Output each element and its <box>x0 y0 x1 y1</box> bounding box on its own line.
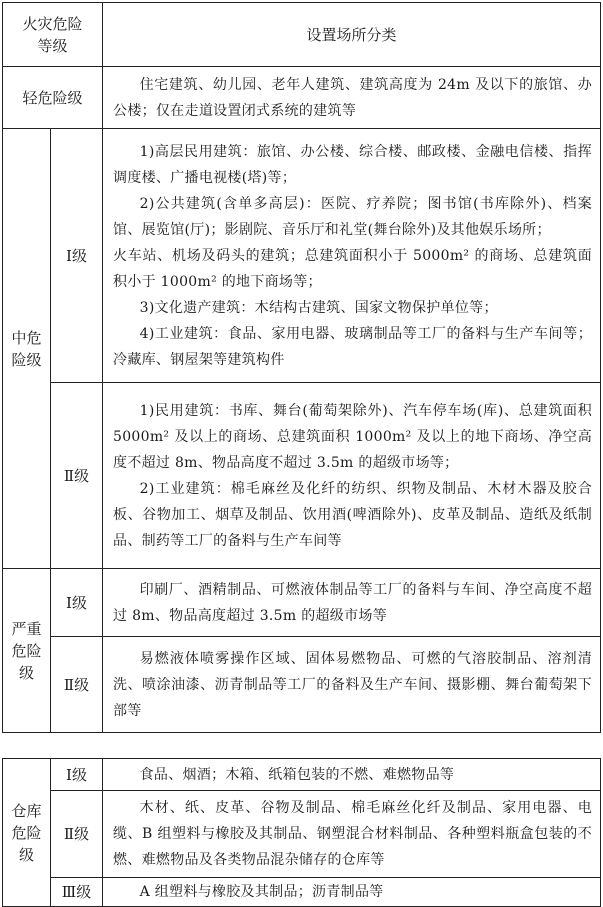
severe-grade2-desc-cell <box>103 637 601 733</box>
light-desc-cell <box>103 67 601 129</box>
medium-grade2-item: 2)工业建筑：棉毛麻丝及化纤的纺织、织物及制品、木材木器及胶合板、谷物加工、烟草及制品、饮用酒(啤酒除外)、皮革及制品、造纸及纸制品、制药等工厂的备料与生产车间等 <box>113 480 593 549</box>
header-category-cell: 设置场所分类 <box>103 3 601 67</box>
warehouse-grade3-row <box>3 878 601 907</box>
medium-grade1-item: 火车站、机场及码头的建筑；总建筑面积小于 5000m² 的商场、总建筑面积小于 1000m² 的地下商场等； <box>113 247 593 290</box>
light-level-cell: 轻危险级 <box>3 67 103 129</box>
light-hazard-row <box>3 67 601 129</box>
header-row <box>3 3 601 67</box>
medium-grade2-row <box>3 383 601 569</box>
light-desc: 住宅建筑、幼儿园、老年人建筑、建筑高度为 24m 及以下的旅馆、办公楼；仅在走道设置闭式系统的建筑等 <box>113 76 593 119</box>
severe-level-line3: 级 <box>18 663 34 682</box>
medium-level-line1: 中危 <box>11 328 42 347</box>
warehouse-grade1-row <box>3 759 601 791</box>
severe-grade1-desc-cell <box>103 569 601 637</box>
medium-grade1-row <box>3 129 601 383</box>
severe-level-cell <box>3 569 51 733</box>
medium-grade1-desc-cell <box>103 129 601 383</box>
warehouse-grade1-desc: 食品、烟酒；木箱、纸箱包装的不燃、难燃物品等 <box>139 766 455 783</box>
header-level-line1: 火灾危险 <box>22 14 83 33</box>
medium-grade1-item: 3)文化遗产建筑：木结构古建筑、国家文物保护单位等； <box>139 299 498 316</box>
warehouse-grade2-row <box>3 791 601 878</box>
severe-grade2-cell: Ⅱ级 <box>51 637 103 733</box>
warehouse-grade3-cell: Ⅲ级 <box>51 878 103 907</box>
warehouse-grade3-desc: A 组塑料与橡胶及其制品；沥青制品等 <box>139 884 384 900</box>
fire-hazard-table-main <box>2 2 601 733</box>
warehouse-grade2-desc: 木材、纸、皮革、谷物及制品、棉毛麻丝化纤及制品、家用电器、电缆、B 组塑料与橡胶及其制品、钢塑混合材料制品、各种塑料瓶盒包装的不燃、难燃物品及各类物品混杂储存的仓库等 <box>113 800 592 868</box>
medium-grade1-item: 2)公共建筑(含单多高层)：医院、疗养院；图书馆(书库除外)、档案馆、展览馆(厅)；影剧院、音乐厅和礼堂(舞台除外)及其他娱乐场所； <box>113 195 593 238</box>
medium-grade1-cell: Ⅰ级 <box>51 129 103 383</box>
severe-grade2-desc: 易燃液体喷雾操作区域、固体易燃物品、可燃的气溶胶制品、溶剂清洗、喷涂油漆、沥青制品等工厂的备料及生产车间、摄影棚、舞台葡萄架下部等 <box>113 650 593 719</box>
warehouse-level-line2: 危险 <box>11 823 42 842</box>
warehouse-level-line1: 仓库 <box>11 801 42 820</box>
warehouse-level-line3: 级 <box>18 845 34 864</box>
fire-hazard-table-warehouse <box>2 758 601 907</box>
medium-grade1-item: 1)高层民用建筑：旅馆、办公楼、综合楼、邮政楼、金融电信楼、指挥调度楼、广播电视楼(塔)等； <box>113 143 593 186</box>
header-level-line2: 等级 <box>37 36 68 55</box>
severe-grade1-cell: Ⅰ级 <box>51 569 103 637</box>
severe-level-line2: 危险 <box>11 641 42 660</box>
warehouse-grade1-desc-cell <box>103 759 601 791</box>
header-level-cell <box>3 3 103 67</box>
warehouse-grade3-desc-cell <box>103 878 601 907</box>
medium-level-line2: 险级 <box>11 350 42 369</box>
medium-grade1-item: 4)工业建筑：食品、家用电器、玻璃制品等工厂的备料与生产车间等；冷藏库、钢屋架等建筑构件 <box>113 325 593 368</box>
warehouse-level-cell <box>3 759 51 907</box>
warehouse-grade1-cell: Ⅰ级 <box>51 759 103 791</box>
warehouse-grade2-cell: Ⅱ级 <box>51 791 103 878</box>
medium-level-cell <box>3 129 51 569</box>
medium-grade2-desc-cell <box>103 383 601 569</box>
severe-level-line1: 严重 <box>11 619 42 638</box>
severe-grade2-row <box>3 637 601 733</box>
severe-grade1-desc: 印刷厂、酒精制品、可燃液体制品等工厂的备料与车间、净空高度不超过 8m、物品高度超过 3.5m 的超级市场等 <box>113 581 593 624</box>
medium-grade2-cell: Ⅱ级 <box>51 383 103 569</box>
severe-grade1-row <box>3 569 601 637</box>
warehouse-grade2-desc-cell <box>103 791 601 878</box>
medium-grade2-item: 1)民用建筑：书库、舞台(葡萄架除外)、汽车停车场(库)、总建筑面积 5000m² 及以上的商场、总建筑面积 1000m² 及以上的地下商场、净空高度不超过 8m、物品高度不超过 3.5m 的超级市场等； <box>113 402 593 471</box>
